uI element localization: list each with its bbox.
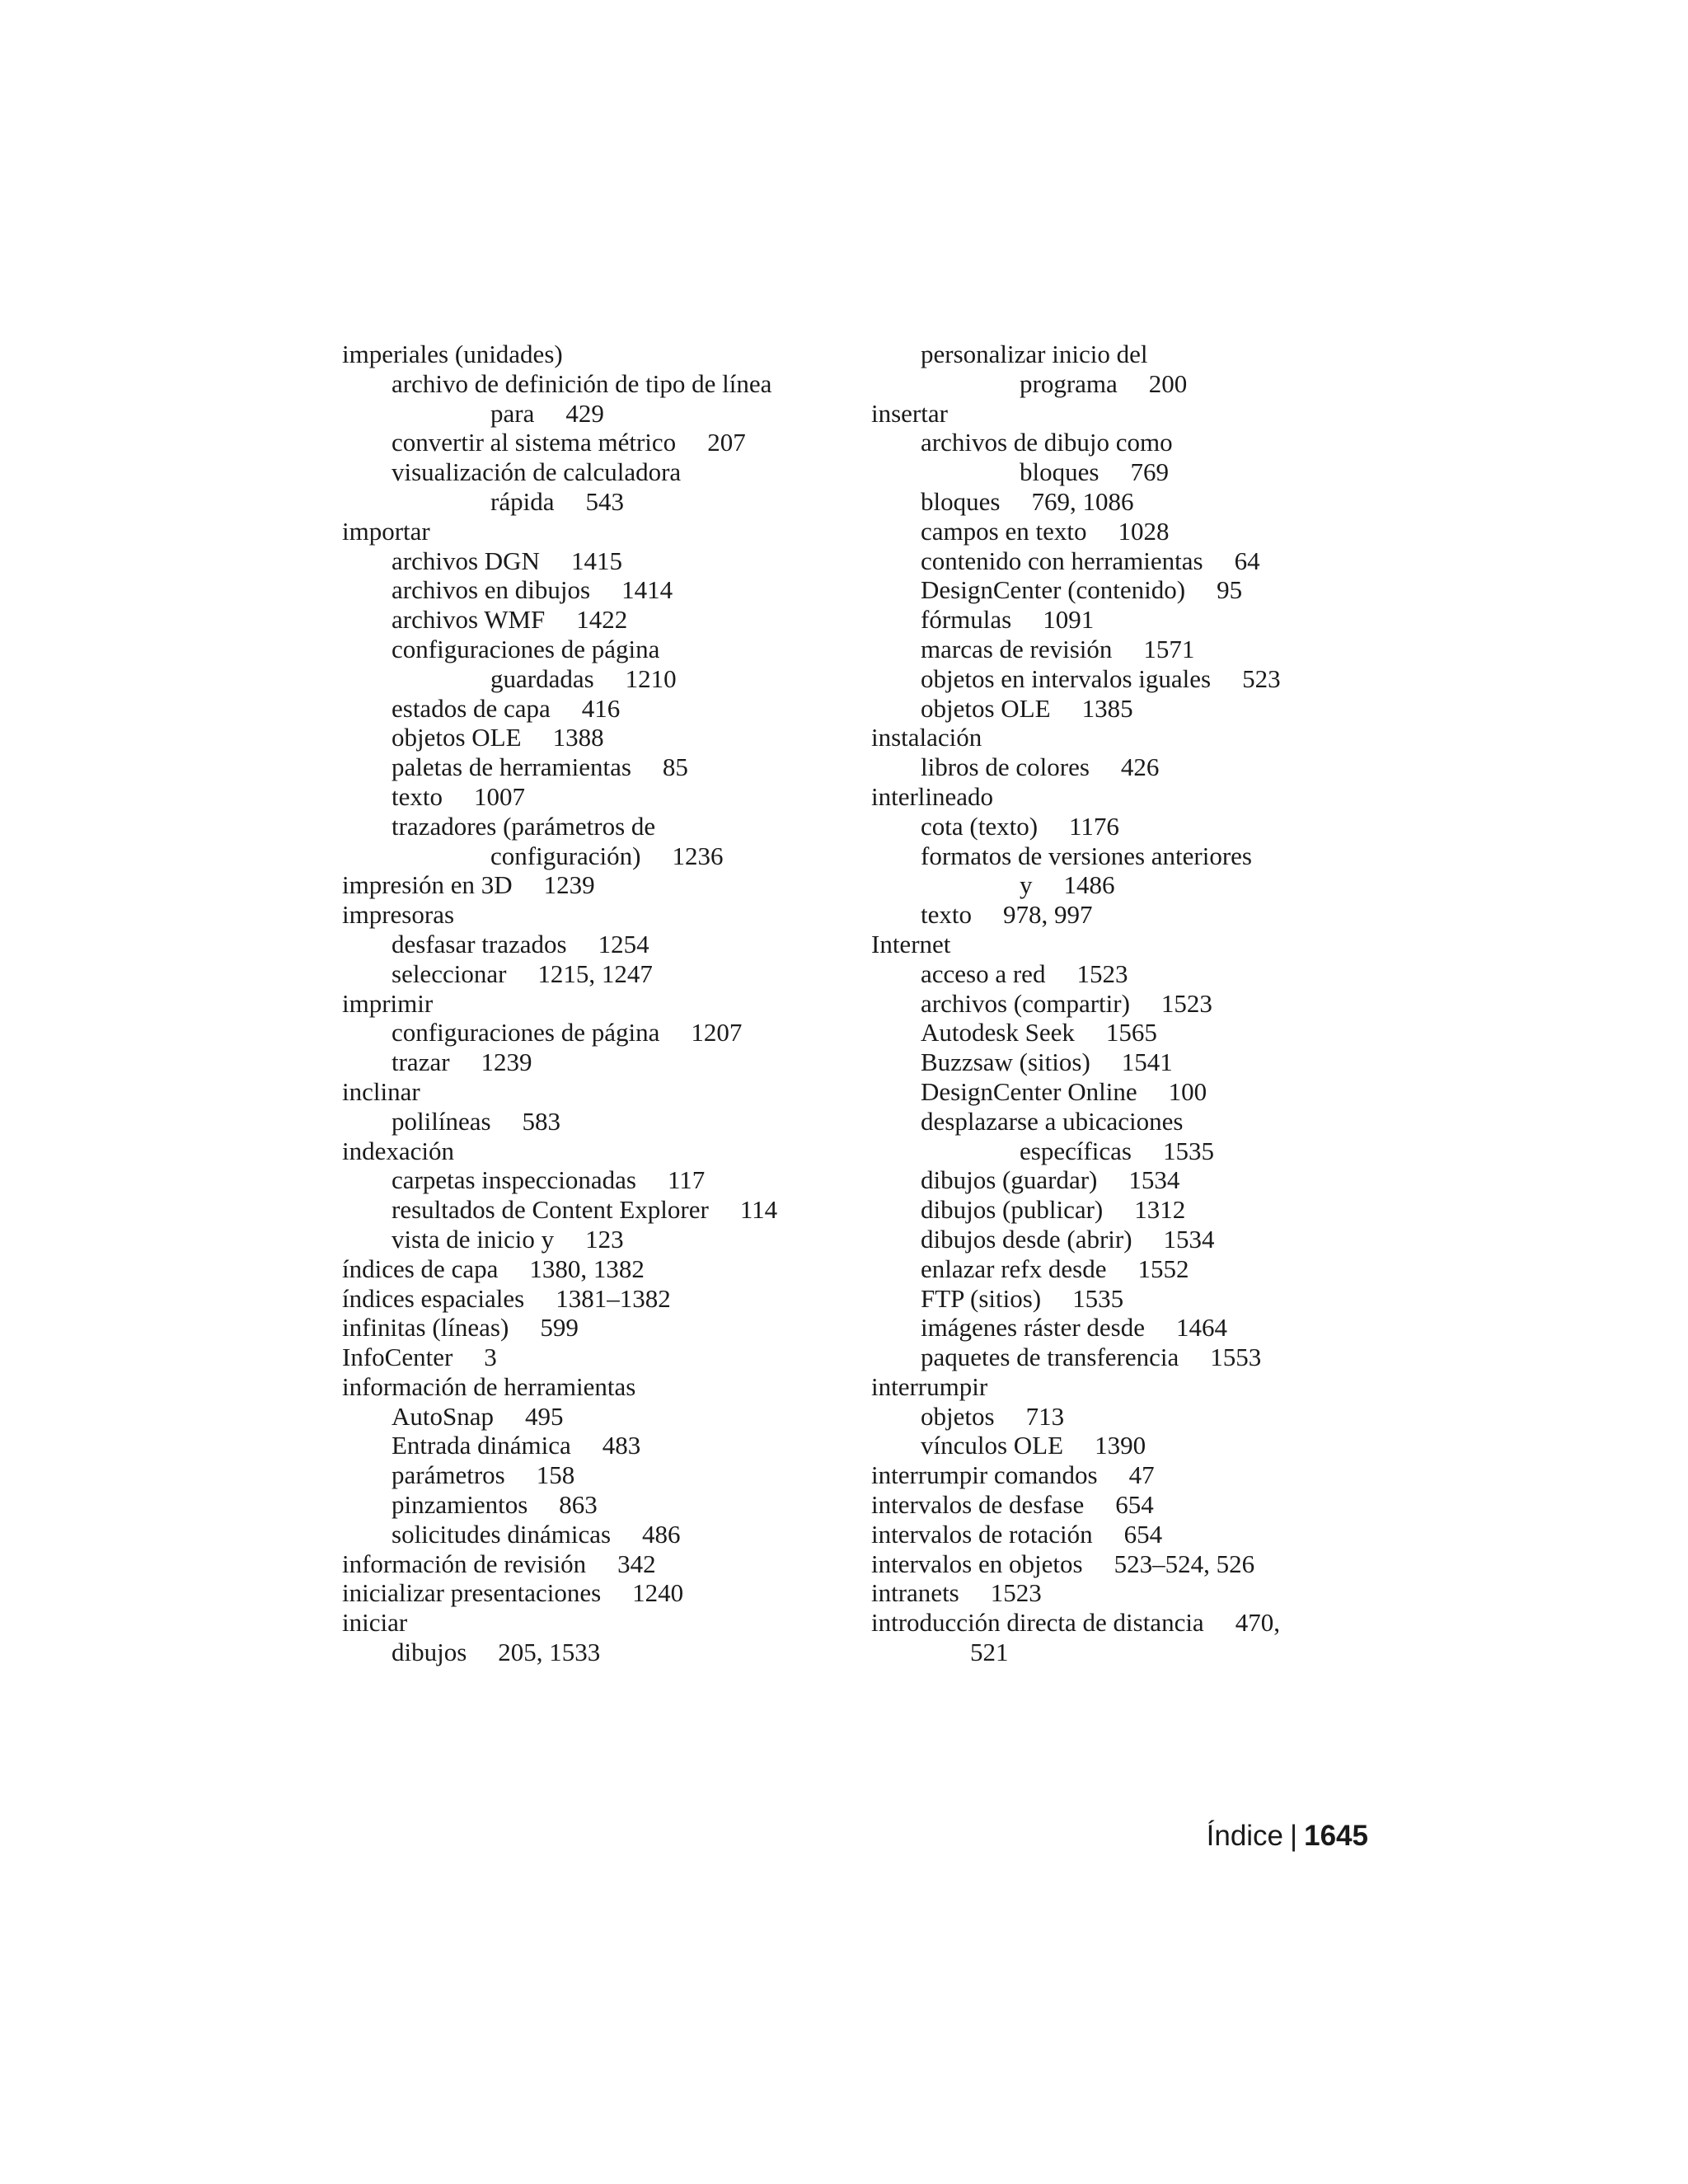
index-entry [342,841,828,871]
index-entry [342,575,828,605]
index-term: paquetes de transferencia [921,1343,1179,1372]
index-entry [871,1520,1357,1549]
index-page-ref: 483 [602,1431,641,1460]
index-term: contenido con herramientas [921,546,1203,575]
index-entry [871,1018,1357,1047]
index-term: objetos [921,1401,995,1431]
index-term: acceso a red [921,958,1046,988]
index-page-ref: 1312 [1134,1195,1186,1225]
index-column-left [342,340,828,1667]
index-page-ref: 200 [1148,368,1188,398]
index-entry [342,1578,828,1608]
index-entry [342,1254,828,1284]
index-entry [871,841,1357,871]
index-page-ref: 205, 1533 [498,1638,601,1667]
index-entry [871,517,1357,546]
index-entry [871,428,1357,457]
index-term: configuración) [490,841,641,870]
index-term: rápida [490,486,555,516]
index-page-ref: 654 [1123,1519,1163,1549]
index-entry [342,428,828,457]
index-entry [871,1225,1357,1254]
index-page-ref: 1415 [570,546,622,575]
index-page-ref: 158 [536,1460,575,1490]
index-entry [342,635,828,664]
index-page-ref: 416 [581,693,621,723]
index-term: visualización de calculadora [392,457,682,487]
index-term: resultados de Content Explorer [392,1195,709,1225]
index-term: específicas [1020,1136,1132,1165]
index-page-ref: 1176 [1069,811,1119,841]
index-entry [342,605,828,635]
index-page-ref: 1390 [1095,1431,1146,1460]
index-term: dibujos (guardar) [921,1165,1098,1195]
index-page-ref: 1552 [1137,1254,1189,1283]
index-term: pinzamientos [392,1490,528,1520]
index-page-ref: 1486 [1063,870,1115,900]
index-page-ref: 85 [662,752,688,782]
index-entry [342,782,828,812]
index-entry [342,870,828,900]
index-term: trazar [392,1047,450,1077]
index-entry [871,694,1357,724]
index-entry [871,635,1357,664]
index-term: importar [342,516,430,546]
index-term: interrumpir [871,1371,988,1401]
index-term: Autodesk Seek [921,1018,1075,1047]
index-page-ref: 1464 [1176,1313,1227,1343]
index-entry [342,1460,828,1490]
index-page-ref: 978, 997 [1003,900,1093,930]
index-entry [342,1107,828,1137]
index-entry [342,487,828,517]
index-entry [871,1077,1357,1107]
index-page-ref: 1534 [1163,1224,1215,1254]
index-entry [871,1490,1357,1520]
index-page-ref: 1380, 1382 [529,1254,645,1283]
index-page-ref: 3 [484,1343,497,1372]
index-page-ref: 1091 [1043,605,1095,635]
index-term: archivos WMF [392,605,546,635]
index-page-ref: 523 [1242,663,1281,693]
index-entry [342,517,828,546]
index-page-ref: 769, 1086 [1031,486,1134,516]
index-entry [871,399,1357,429]
index-term: interlineado [871,781,994,811]
index-entry [342,546,828,576]
index-term: objetos OLE [392,723,522,752]
index-entry [342,1343,828,1372]
index-page-ref: 654 [1115,1490,1154,1520]
index-term: configuraciones de página [392,1018,660,1047]
index-term: FTP (sitios) [921,1283,1042,1313]
index-page-ref: 1523 [1076,958,1128,988]
index-page-ref: 1207 [691,1018,743,1047]
index-term: marcas de revisión [921,634,1113,663]
index-page-ref: 95 [1217,575,1243,605]
index-term: imperiales (unidades) [342,340,563,368]
index-entry [342,1018,828,1047]
index-term: InfoCenter [342,1343,453,1372]
index-term: DesignCenter Online [921,1076,1137,1106]
index-page-ref: 1385 [1081,693,1133,723]
index-term: texto [392,781,443,811]
index-term: solicitudes dinámicas [392,1519,612,1549]
index-entry [871,1195,1357,1225]
index-term: vínculos OLE [921,1431,1064,1460]
index-entry [342,340,828,369]
index-entry [342,1402,828,1432]
index-entry [342,1608,828,1638]
index-term: introducción directa de distancia [871,1608,1204,1638]
index-page-ref: 1215, 1247 [537,958,653,988]
index-entry [871,664,1357,694]
index-term: trazadores (parámetros de [392,811,656,841]
index-page-ref: 470, [1235,1608,1280,1638]
index-page-ref: 429 [565,398,604,428]
index-term: inclinar [342,1076,420,1106]
index-term: Buzzsaw (sitios) [921,1047,1090,1077]
index-page-ref: 1534 [1128,1165,1180,1195]
index-term: intranets [871,1578,959,1608]
index-page-ref: 426 [1120,752,1160,782]
index-entry [871,1638,1357,1667]
index-entry [871,900,1357,930]
index-term: intervalos de rotación [871,1519,1093,1549]
page-number: 1645 [1304,1820,1368,1852]
index-page-ref: 64 [1234,546,1260,575]
index-entry [871,1107,1357,1137]
index-column-right [871,340,1357,1667]
index-term: programa [1020,368,1118,398]
index-term: desplazarse a ubicaciones [921,1106,1184,1136]
index-entry [342,930,828,959]
index-entry [871,575,1357,605]
index-entry [342,664,828,694]
index-entry [871,752,1357,782]
index-term: para [490,398,535,428]
index-term: intervalos en objetos [871,1549,1083,1578]
index-entry [871,1137,1357,1166]
index-entry [871,487,1357,517]
index-term: polilíneas [392,1106,491,1136]
index-page-ref: 1541 [1121,1047,1173,1077]
index-entry [871,340,1357,369]
index-entry [342,1225,828,1254]
index-term: infinitas (líneas) [342,1313,509,1343]
index-page-ref: 1523 [990,1578,1042,1608]
index-page-ref: 599 [540,1313,579,1343]
index-page-ref: 123 [585,1224,624,1254]
index-page-ref: 1535 [1162,1136,1214,1165]
footer-section-title: Índice [1206,1820,1284,1852]
index-entry [342,1165,828,1195]
index-entry [871,1608,1357,1638]
index-term: Entrada dinámica [392,1431,571,1460]
index-page-ref: 1565 [1105,1018,1157,1047]
index-page-ref: 863 [559,1490,598,1520]
index-term: cota (texto) [921,811,1039,841]
index-term: estados de capa [392,693,551,723]
index-entry [342,1549,828,1579]
index-page-ref: 1414 [621,575,673,605]
index-page-ref: 486 [642,1519,681,1549]
index-term: parámetros [392,1460,505,1490]
index-term: objetos OLE [921,693,1051,723]
index-page-ref: 1381–1382 [556,1283,671,1313]
index-entry [871,1549,1357,1579]
index-page-ref: 114 [739,1195,778,1225]
index-entry [871,1578,1357,1608]
index-entry [342,399,828,429]
index-entry [871,369,1357,399]
index-entry [342,1638,828,1667]
index-entry [871,812,1357,841]
index-page-ref: 1388 [552,723,604,752]
index-page-ref: 769 [1130,457,1169,487]
index-entry [342,369,828,399]
index-entry [871,782,1357,812]
index-entry [871,930,1357,959]
index-entry [342,1077,828,1107]
index-term: archivos DGN [392,546,540,575]
index-term: información de revisión [342,1549,587,1578]
index-term: guardadas [490,663,594,693]
index-page-ref: 1422 [576,605,628,635]
index-entry [871,1343,1357,1372]
index-entry [342,1431,828,1460]
index-entry [871,1284,1357,1314]
index-term: enlazar refx desde [921,1254,1107,1283]
index-entry [871,1254,1357,1284]
index-term: dibujos (publicar) [921,1195,1104,1225]
index-entry [871,1431,1357,1460]
index-entry [342,1520,828,1549]
index-term: campos en texto [921,516,1087,546]
index-page-ref: 1236 [672,841,724,870]
index-entry [871,1047,1357,1077]
index-entry [342,989,828,1019]
index-term: información de herramientas [342,1371,636,1401]
index-term: inicializar presentaciones [342,1578,602,1608]
index-page-ref: 583 [522,1106,561,1136]
index-entry [342,812,828,841]
index-term: índices espaciales [342,1283,525,1313]
index-term: paletas de herramientas [392,752,631,782]
index-entry [871,1460,1357,1490]
index-term: vista de inicio y [392,1224,555,1254]
index-entry [342,1047,828,1077]
index-term: libros de colores [921,752,1090,782]
index-entry [871,1372,1357,1402]
index-term: insertar [871,398,948,428]
index-term: fórmulas [921,605,1012,635]
index-entry [871,1165,1357,1195]
index-entry [342,1137,828,1166]
index-entry [342,752,828,782]
index-term: impresoras [342,900,455,930]
index-term: AutoSnap [392,1401,494,1431]
index-term: imágenes ráster desde [921,1313,1145,1343]
footer-separator: | [1290,1820,1298,1852]
index-page-ref: 47 [1128,1460,1155,1490]
index-term: formatos de versiones anteriores [921,841,1253,870]
page-footer [1207,1818,1368,1854]
index-term: índices de capa [342,1254,499,1283]
index-term: texto [921,900,972,930]
index-page-ref: 1007 [474,781,525,811]
index-entry [342,1284,828,1314]
index-page-ref: 543 [585,486,624,516]
index-entry [871,605,1357,635]
index-page-ref: 342 [617,1549,656,1578]
index-entry [871,1313,1357,1343]
index-page-ref: 1571 [1143,634,1195,663]
index-entry [342,900,828,930]
index-entry [871,989,1357,1019]
index-page-ref: 1553 [1210,1343,1262,1372]
index-term: bloques [921,486,1001,516]
index-page-ref: 1523 [1160,988,1212,1018]
index-term: archivos de dibujo como [921,428,1173,457]
index-term: archivos (compartir) [921,988,1130,1018]
index-term: DesignCenter (contenido) [921,575,1186,605]
index-page-ref: 117 [667,1165,706,1195]
index-term: carpetas inspeccionadas [392,1165,636,1195]
index-entry [342,457,828,487]
index-page-ref: 1240 [632,1578,684,1608]
index-term: archivo de definición de tipo de línea [392,368,772,398]
index-term: Internet [871,929,951,958]
index-term: indexación [342,1136,455,1165]
index-page-ref: 1239 [481,1047,532,1077]
index-entry [871,870,1357,900]
index-entry [342,1313,828,1343]
index-entry [342,723,828,752]
index-term: imprimir [342,988,434,1018]
index-page-ref: 207 [707,428,746,457]
index-entry [342,694,828,724]
index-entry [871,723,1357,752]
index-term: convertir al sistema métrico [392,428,677,457]
index-term: impresión en 3D [342,870,513,900]
index-page-ref: 1239 [543,870,595,900]
index-term: dibujos [392,1638,467,1667]
index-entry [342,1372,828,1402]
index-term: iniciar [342,1608,408,1638]
index-entry [342,1490,828,1520]
index-entry [342,1195,828,1225]
index-entry [871,1402,1357,1432]
index-term: personalizar inicio del [921,340,1148,368]
index-entry [871,457,1357,487]
index-page-ref: 1535 [1072,1283,1124,1313]
index-term: archivos en dibujos [392,575,591,605]
index-page-ref: 100 [1168,1076,1207,1106]
index-entry [871,546,1357,576]
index-term: y [1020,870,1033,900]
index-page-ref: 1210 [625,663,677,693]
index-page-ref: 713 [1025,1401,1065,1431]
index-term: configuraciones de página [392,634,660,663]
index-page-ref: 1028 [1118,516,1170,546]
index-term: objetos en intervalos iguales [921,663,1212,693]
index-page-ref: 523–524, 526 [1114,1549,1255,1578]
index-entry [871,959,1357,989]
index-page-ref: 495 [525,1401,564,1431]
index-term: bloques [1020,457,1100,487]
index-term: dibujos desde (abrir) [921,1224,1132,1254]
index-term: instalación [871,723,982,752]
index-term: interrumpir comandos [871,1460,1098,1490]
index-term: desfasar trazados [392,929,567,958]
index-term: intervalos de desfase [871,1490,1085,1520]
index-page-ref: 1254 [598,929,649,958]
index-term: seleccionar [392,958,507,988]
index-term: 521 [970,1638,1009,1667]
index-entry [342,959,828,989]
